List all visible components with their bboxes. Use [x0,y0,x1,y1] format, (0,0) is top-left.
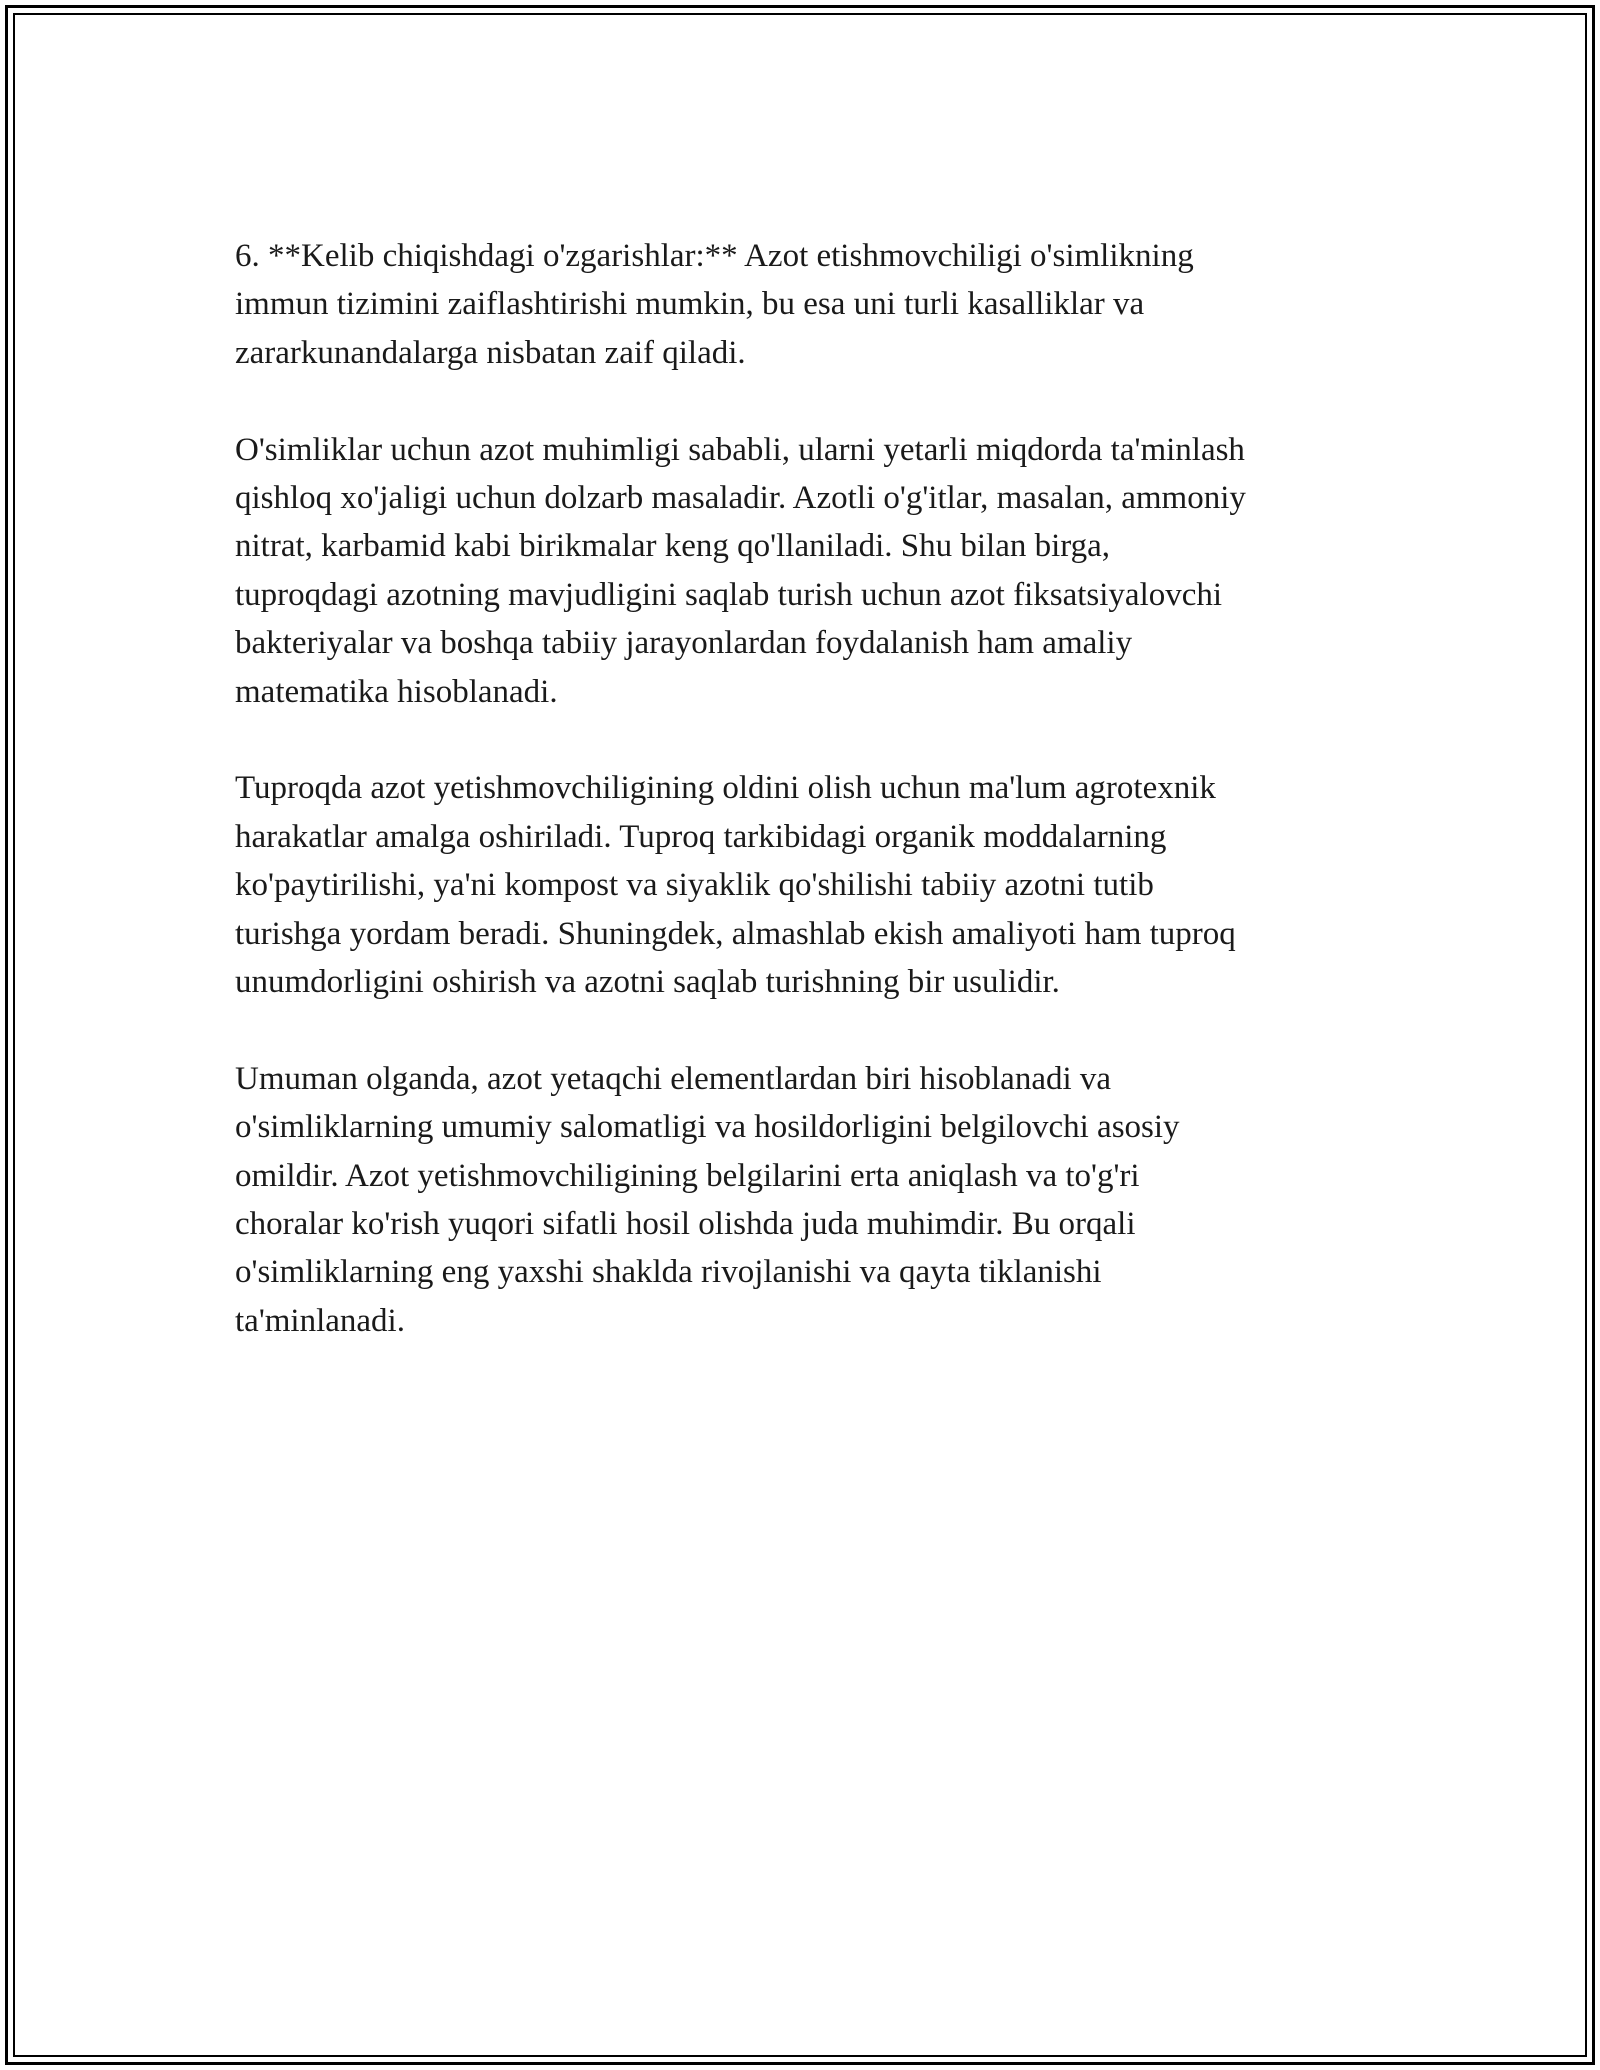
paragraph-agrotechnical-measures: Tuproqda azot yetishmovchiligining oldini olish uchun ma'lum agrotexnik harakatlar amalga oshiriladi. Tuproq tarkibidagi organik moddalarning ko'paytirilishi, ya'ni kompost va siyaklik qo'shilishi tabiiy azotni tutib turishga yordam beradi. Shuningdek, almashlab ekish amaliyoti ham tuproq unumdorligini oshirish va azotni saqlab turishning bir usulidir. [235,770,1236,1001]
paragraph-nitrogen-importance: O'simliklar uchun azot muhimligi sababli, ularni yetarli miqdorda ta'minlash qishloq xo'jaligi uchun dolzarb masaladir. Azotli o'g'itlar, masalan, ammoniy nitrat, karbamid kabi birikmalar keng qo'llaniladi. Shu bilan birga, tuproqdagi azotning mavjudligini saqlab turish uchun azot fiksatsiyalovchi bakteriyalar va boshqa tabiiy jarayonlardan foydalanish ham amaliy matematika hisoblanadi. [235,431,1246,710]
paragraph-nitrogen-deficiency-effects: 6. **Kelib chiqishdagi o'zgarishlar:** Azot etishmovchiligi o'simlikning immun tizimini zaiflashtirishi mumkin, bu esa uni turli kasalliklar va zararkunandalarga nisbatan zaif qiladi. [235,238,1194,371]
document-body [235,232,1375,1394]
paragraph-conclusion: Umuman olganda, azot yetaqchi elementlardan biri hisoblanadi va o'simliklarning umumiy salomatligi va hosildorligini belgilovchi asosiy omildir. Azot yetishmovchiligining belgilarini erta aniqlash va to'g'ri choralar ko'rish yuqori sifatli hosil olishda juda muhimdir. Bu orqali o'simliklarning eng yaxshi shaklda rivojlanishi va qayta tiklanishi ta'minlanadi. [235,1060,1180,1339]
